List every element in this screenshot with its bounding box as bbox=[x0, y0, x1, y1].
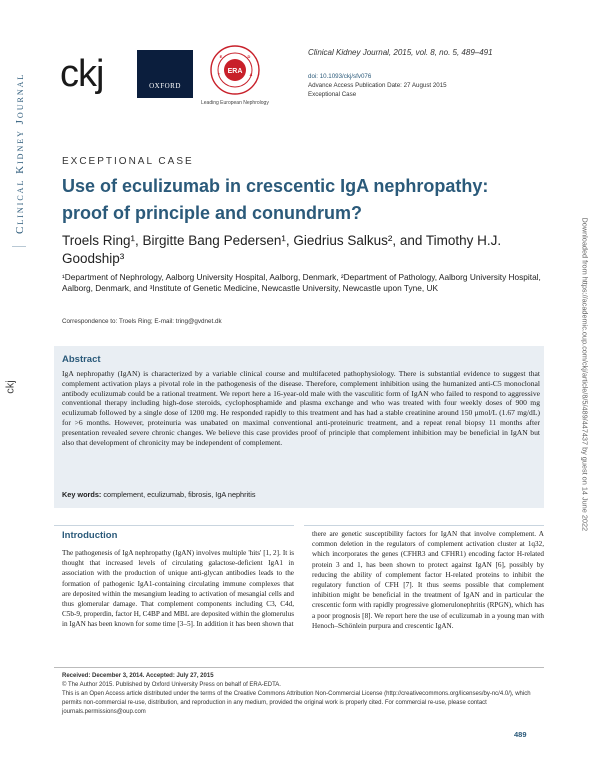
svg-text:T: T bbox=[217, 72, 221, 77]
footer-divider bbox=[54, 667, 544, 668]
era-caption: Leading European Nephrology bbox=[201, 100, 269, 106]
abstract-body: IgA nephropathy (IgAN) is characterized by a variable clinical course and multifaceted pathophysiology. There is substantial evidence to suggest that complement activation plays a pivotal role in the pathogenesis of the disease. Therefore, complement inhibition using the humanized anti-C5 monoclonal antibody eculizumab could be a rational treatment. We report here a 16-year-old male with the vasculitic form of IgAN who failed to respond to aggressive conventional therapy including high-dose steroids, cyclophosphamide and plasma exchange and who was treated with four weekly doses of 900 mg eculizumab followed by a single dose of 1200 mg. He responded rapidly to this treatment and has had a stable creatinine around 150 μmol/L (1.67 mg/dL) for >6 months. However, proteinuria was unabated on maximal conventional anti-proteinuric treatment, and a repeat renal biopsy 11 months after presentation revealed severe chronic changes. We believe this case provides proof of principle that complement inhibition may be beneficial in IgAN but also that development of chronicity may be independent of complement. bbox=[62, 369, 540, 447]
footer-notes bbox=[62, 672, 544, 717]
column-divider-right bbox=[304, 525, 544, 526]
download-note bbox=[578, 217, 592, 580]
sidebar-journal-title bbox=[10, 10, 26, 240]
svg-text:ERA: ERA bbox=[227, 68, 243, 75]
journal-citation bbox=[308, 48, 493, 58]
keywords bbox=[62, 490, 255, 499]
introduction-heading: Introduction bbox=[62, 530, 118, 541]
section-label: EXCEPTIONAL CASE bbox=[62, 156, 194, 167]
download-note-text: Downloaded from https://academic.oup.com/ckj/article/8/5/489/447437 by guest on 14 June 2022 bbox=[580, 217, 590, 532]
article-title: Use of eculizumab in crescentic IgA nephropathy: proof of principle and conundrum? bbox=[62, 176, 489, 223]
oxford-logo bbox=[137, 50, 193, 98]
doi-link[interactable]: doi: 10.1093/ckj/sfv076 bbox=[308, 73, 372, 80]
correspondence: Correspondence to: Troels Ring; E-mail: tring@gvdnet.dk bbox=[62, 318, 222, 325]
oxford-logo-text: OXFORD bbox=[149, 82, 181, 90]
copyright-line: © The Author 2015. Published by Oxford University Press on behalf of ERA-EDTA. bbox=[62, 682, 281, 688]
abstract-heading: Abstract bbox=[62, 354, 101, 365]
received-dates: Received: December 3, 2014. Accepted: July 27, 2015 bbox=[62, 673, 214, 679]
advance-access-date: Advance Access Publication Date: 27 August 2015 bbox=[308, 82, 447, 89]
article-type: Exceptional Case bbox=[308, 91, 357, 98]
ckj-logo: ckj bbox=[60, 53, 104, 95]
license-text: This is an Open Access article distributed under the terms of the Creative Commons Attribution Non-Commercial License (http://creativecommons.org/licenses/by-nc/4.0/), which permits non-commercial re-use, distribution, and reproduction in any medium, provided the original work is properly cited. For commercial re-use, please contact journals.permissions@oup.com bbox=[62, 691, 531, 715]
article-meta bbox=[308, 72, 447, 99]
svg-text:E: E bbox=[219, 54, 223, 59]
page-number: 489 bbox=[514, 730, 527, 739]
journal-citation-text: Clinical Kidney Journal, 2015, vol. 8, no. 5, 489–491 bbox=[308, 48, 493, 57]
keywords-label: Key words: bbox=[62, 490, 102, 499]
keywords-list: complement, eculizumab, fibrosis, IgA nephritis bbox=[103, 490, 256, 499]
svg-text:D: D bbox=[247, 54, 251, 59]
affiliations: ¹Department of Nephrology, Aalborg University Hospital, Aalborg, Denmark, ²Department of Pathology, Aalborg University Hospital, Aalborg, Denmark, and ³Institute of Genetic Medicine, Newcastle University, Newcastle upon Tyne, UK bbox=[62, 272, 541, 293]
introduction-right-column: there are genetic susceptibility factors for IgAN that involve complement. A common deletion in the regulators of complement activation cluster at 1q32, which incorporates the genes (CFHR3 and CFHR1) encoding factor H-related protein 3 and 1, has been shown to protect against IgAN [6], possibly by reducing the ability of complement factor H-related proteins to inhibit the regulatory function of CFH [7]. It thus seems possible that complement inhibition might be beneficial in the treatment of IgAN and in particular the crescentic form with rapidly progressive glomerulonephritis (RPGN), which has a poor prognosis [8]. We report here the use of eculizumab in a young man with Henoch–Schönlein purpura and crescentic IgAN. bbox=[312, 530, 544, 630]
column-divider-left bbox=[54, 525, 294, 526]
introduction-left-column: The pathogenesis of IgA nephropathy (IgAN) involves multiple 'hits' [1, 2]. It is thought that increased levels of circulating galactose-deficient IgA1 in association with the production of unique anti-glycan antibodies leads to the formation of pathogenic IgA1-containing circulating immune complexes that are deposited within the mesangium leading to activation of mesangial cells and thus glomerular damage. That complement components including C3, C4d, C5b-9, properdin, factor H, C4BP and MBL are deposited within the glomerulus in IgAN has been known for some time [3–5]. In addition it has been shown that bbox=[62, 549, 294, 629]
sidebar-divider bbox=[12, 246, 26, 247]
sidebar-ckj-logo-text: ckj bbox=[4, 380, 17, 394]
sidebar-journal-title-text: Clinical Kidney Journal bbox=[14, 72, 26, 234]
sidebar-ckj-logo bbox=[4, 376, 23, 400]
author-list: Troels Ring¹, Birgitte Bang Pedersen¹, Giedrius Salkus², and Timothy H.J. Goodship³ bbox=[62, 233, 502, 266]
svg-text:A: A bbox=[249, 72, 253, 77]
